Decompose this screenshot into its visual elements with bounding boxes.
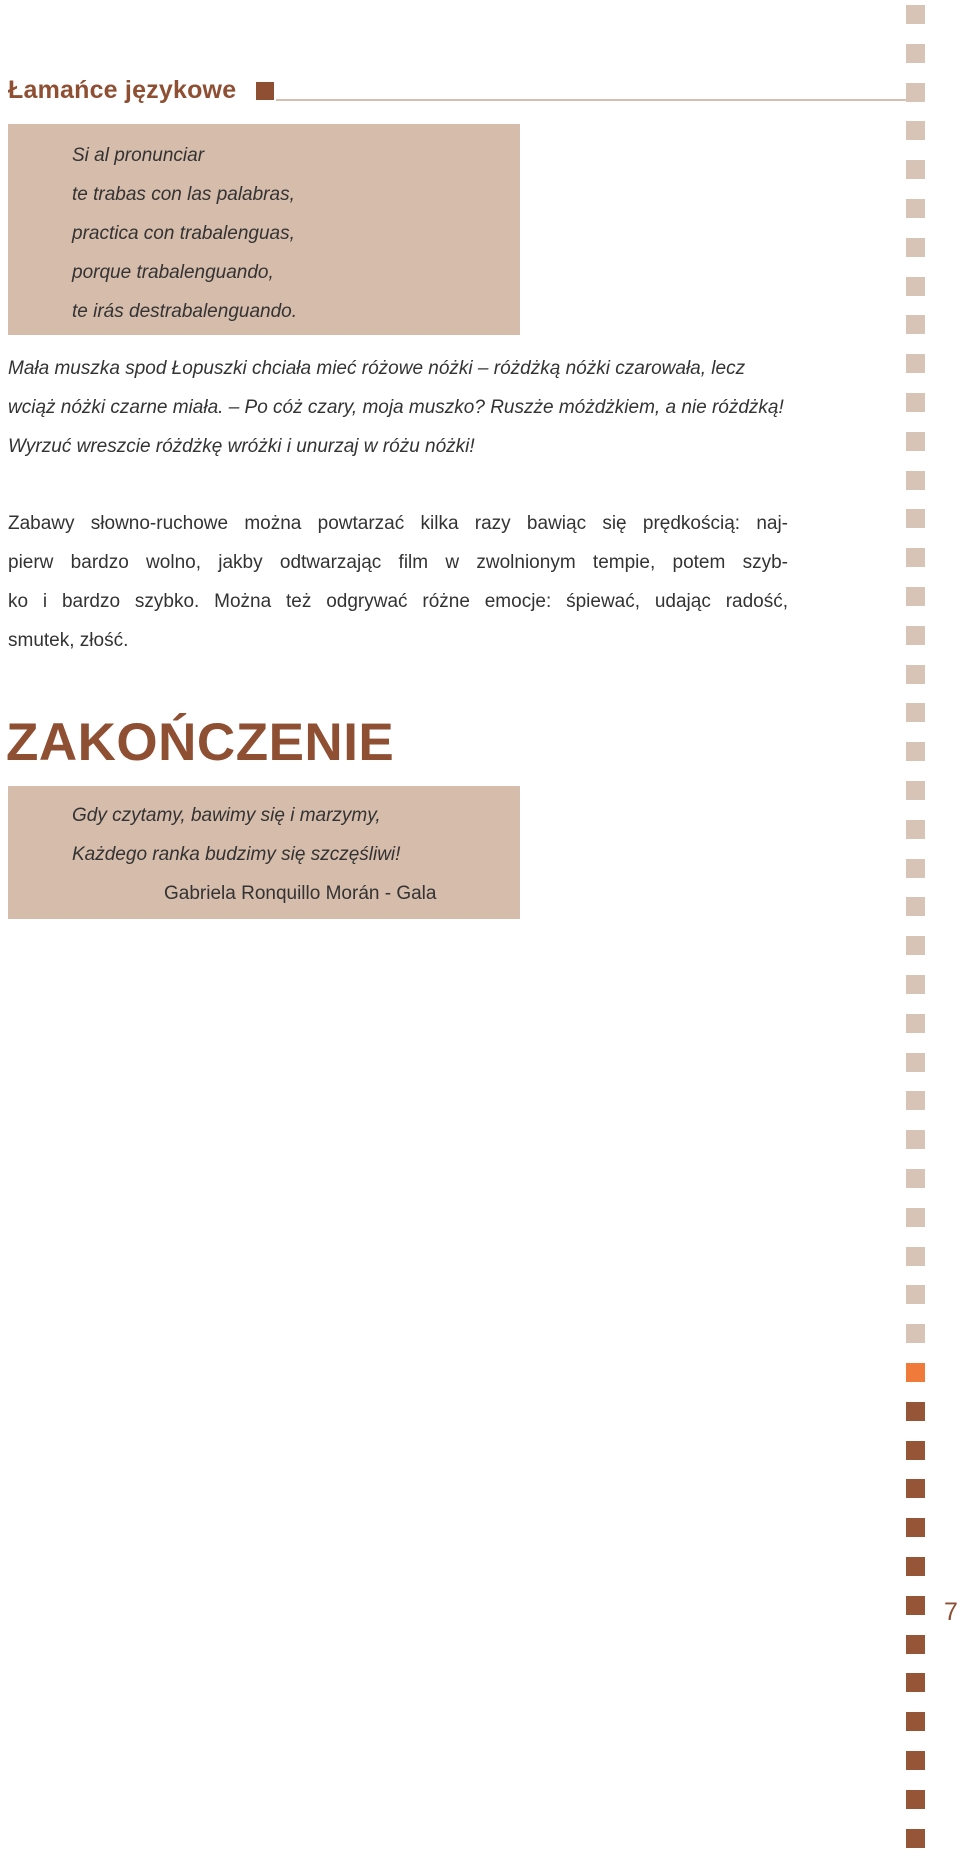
poem-line: Si al pronunciar xyxy=(72,145,205,166)
poem-line: te trabas con las palabras, xyxy=(72,184,295,205)
margin-square xyxy=(906,1130,925,1149)
margin-square xyxy=(906,859,925,878)
heading-rule xyxy=(276,99,906,101)
body-line: Zabawy słowno-ruchowe można powtarzać kilka razy bawiąc się prędkością: naj- xyxy=(8,513,788,534)
margin-square-dark xyxy=(906,1751,925,1770)
margin-square-accent xyxy=(906,1363,925,1382)
margin-square xyxy=(906,742,925,761)
margin-square-dark xyxy=(906,1518,925,1537)
margin-square xyxy=(906,315,925,334)
tongue-twister-line: wciąż nóżki czarne miała. – Po cóż czary, moja muszko? Ruszże móżdżkiem, a nie różdżką! xyxy=(8,397,784,418)
margin-square xyxy=(906,1169,925,1188)
margin-square-column xyxy=(906,0,926,1857)
margin-square-dark xyxy=(906,1790,925,1809)
margin-square-dark xyxy=(906,1829,925,1848)
margin-square xyxy=(906,1091,925,1110)
poem-box xyxy=(8,124,520,335)
margin-square xyxy=(906,160,925,179)
margin-square-dark xyxy=(906,1557,925,1576)
margin-square xyxy=(906,1014,925,1033)
margin-square xyxy=(906,626,925,645)
poem-line: porque trabalenguando, xyxy=(72,262,274,283)
margin-square xyxy=(906,277,925,296)
body-line: pierw bardzo wolno, jakby odtwarzając film w zwolnionym tempie, potem szyb- xyxy=(8,552,788,573)
tongue-twister-line: Wyrzuć wreszcie różdżkę wróżki i unurzaj w różu nóżki! xyxy=(8,436,475,457)
margin-square xyxy=(906,238,925,257)
poem-line: te irás destrabalenguando. xyxy=(72,301,297,322)
margin-square xyxy=(906,665,925,684)
margin-square xyxy=(906,975,925,994)
margin-square xyxy=(906,1285,925,1304)
margin-square xyxy=(906,121,925,140)
poem-text xyxy=(72,136,297,331)
conclusion-line: Gdy czytamy, bawimy się i marzymy, xyxy=(72,805,381,826)
body-line: ko i bardzo szybko. Można też odgrywać różne emocje: śpiewać, udając radość, xyxy=(8,591,788,612)
margin-square xyxy=(906,471,925,490)
margin-square-dark xyxy=(906,1402,925,1421)
margin-square-dark xyxy=(906,1596,925,1615)
margin-square xyxy=(906,432,925,451)
tongue-twister-paragraph xyxy=(8,349,808,466)
margin-square xyxy=(906,44,925,63)
margin-square xyxy=(906,393,925,412)
margin-square-dark xyxy=(906,1712,925,1731)
margin-square xyxy=(906,703,925,722)
margin-square xyxy=(906,1053,925,1072)
conclusion-line: Każdego ranka budzimy się szczęśliwi! xyxy=(72,844,401,865)
margin-square xyxy=(906,781,925,800)
poem-line: practica con trabalenguas, xyxy=(72,223,295,244)
margin-square-dark xyxy=(906,1673,925,1692)
margin-square xyxy=(906,1208,925,1227)
margin-square xyxy=(906,936,925,955)
tongue-twister-line: Mała muszka spod Łopuszki chciała mieć różowe nóżki – różdżką nóżki czarowała, lecz xyxy=(8,358,746,379)
margin-square xyxy=(906,1324,925,1343)
margin-square xyxy=(906,199,925,218)
conclusion-author: Gabriela Ronquillo Morán - Gala xyxy=(164,883,437,904)
margin-square xyxy=(906,587,925,606)
margin-square xyxy=(906,548,925,567)
margin-square xyxy=(906,897,925,916)
page-number: 7 xyxy=(944,1598,958,1626)
margin-square xyxy=(906,354,925,373)
heading-square-marker xyxy=(256,82,274,100)
margin-square xyxy=(906,1247,925,1266)
section-heading: Łamańce językowe xyxy=(8,76,237,104)
margin-square xyxy=(906,509,925,528)
margin-square xyxy=(906,820,925,839)
conclusion-heading: ZAKOŃCZENIE xyxy=(6,713,395,772)
margin-square-dark xyxy=(906,1479,925,1498)
body-paragraph xyxy=(8,504,788,660)
margin-square-dark xyxy=(906,1441,925,1460)
margin-square-dark xyxy=(906,1635,925,1654)
conclusion-box xyxy=(8,786,520,919)
conclusion-text xyxy=(72,796,436,913)
margin-square xyxy=(906,83,925,102)
body-line: smutek, złość. xyxy=(8,630,129,651)
margin-square xyxy=(906,5,925,24)
